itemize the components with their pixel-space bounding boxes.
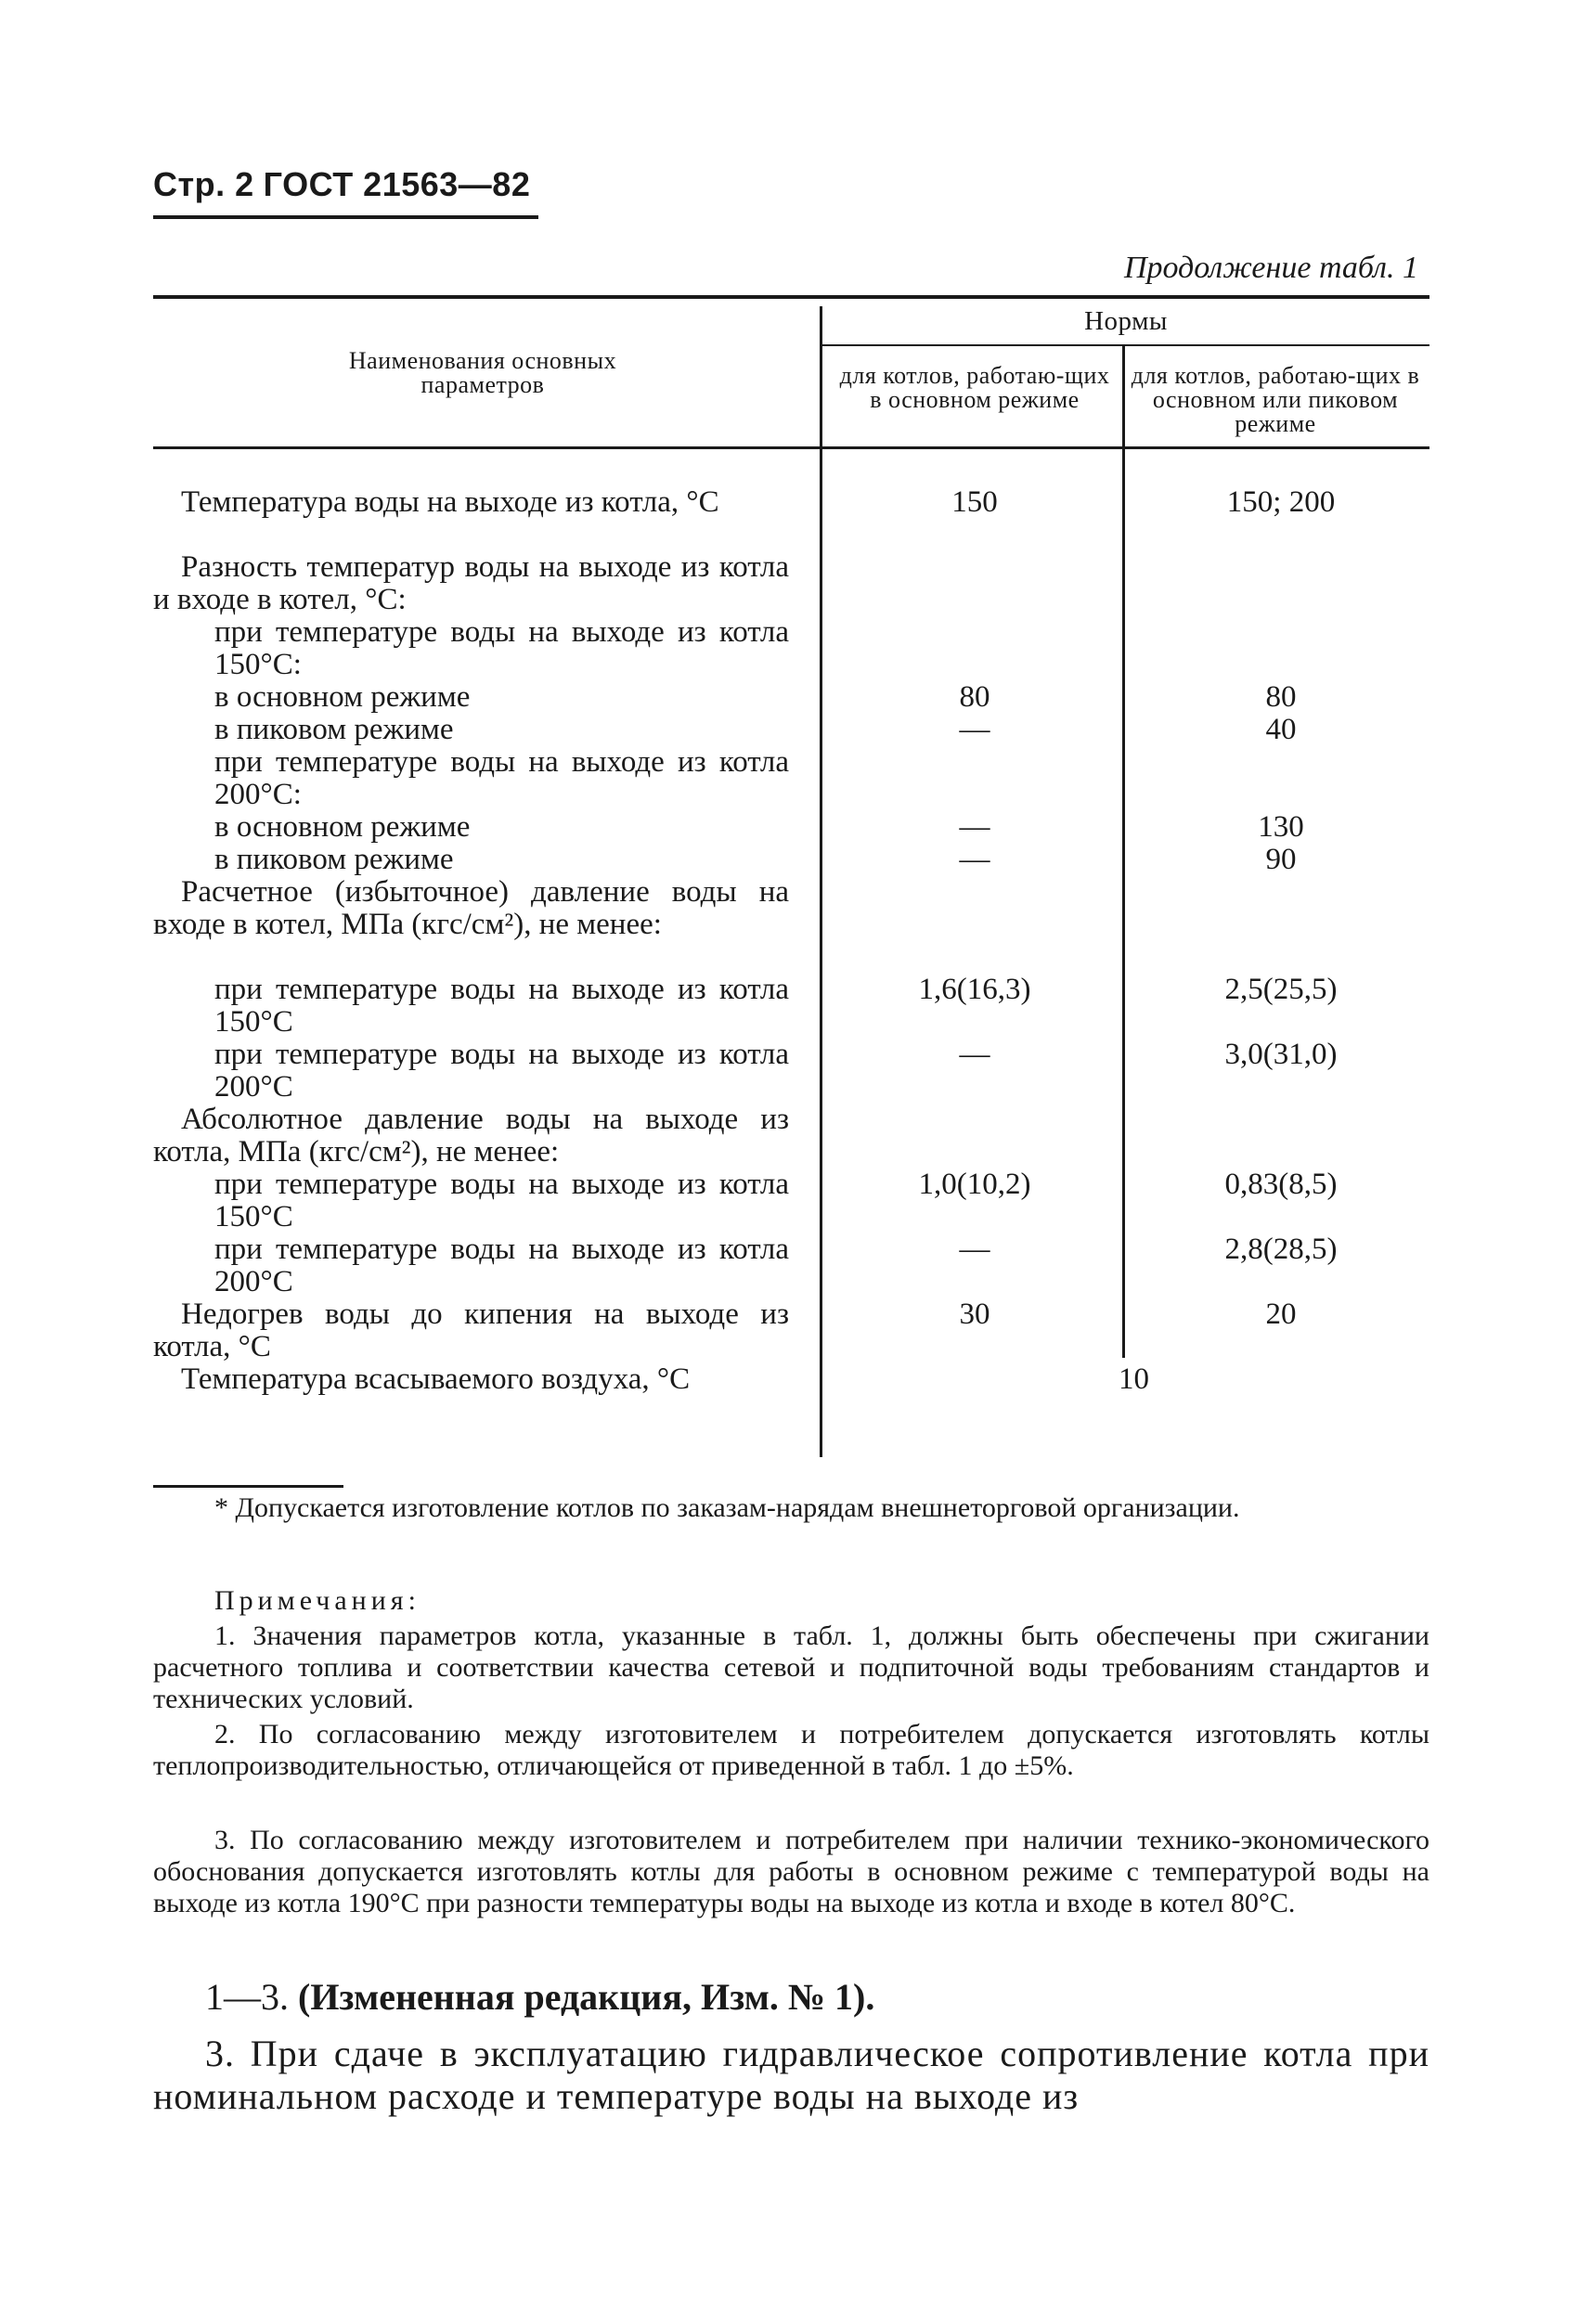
peak-mode-value: 3,0(31,0) (1224, 1038, 1338, 1071)
peak-mode-value: 40 (1265, 713, 1297, 746)
table-row (153, 616, 1434, 681)
peak-mode-column-header: для котлов, работаю-щих в основном или пиковом режиме (1131, 362, 1420, 437)
amendment-note (205, 1975, 874, 2019)
peak-mode-value: 0,83(8,5) (1224, 1168, 1338, 1201)
base-mode-value: — (959, 713, 990, 746)
table-row (153, 1039, 1434, 1104)
table-row (153, 1363, 1434, 1428)
standard-number: ГОСТ 21563—82 (263, 165, 531, 203)
param-name: при температуре воды на выходе из котла 200°C: (214, 745, 789, 811)
base-mode-value: 1,6(16,3) (918, 973, 1031, 1006)
footnote: * Допускается изготовление котлов по заказам-нарядам внешнеторговой организации. (214, 1492, 1240, 1523)
param-column-header: Наименования основных параметров (348, 347, 617, 398)
body-paragraph: 3. При сдаче в эксплуатацию гидравлическое сопротивление котла при номинальном расходе и температуре воды на выходе из (153, 2033, 1429, 2117)
param-name: в пиковом режиме (214, 843, 454, 876)
header-bottom-rule (153, 446, 1429, 449)
param-name: в основном режиме (214, 680, 471, 714)
peak-mode-value: 150; 200 (1226, 485, 1336, 519)
param-name: Температура воды на выходе из котла, °C (181, 485, 719, 519)
peak-mode-value: 2,8(28,5) (1224, 1233, 1338, 1266)
base-mode-value: 80 (959, 680, 990, 714)
norms-column-header: Нормы (1084, 306, 1168, 336)
table-row (153, 974, 1434, 1039)
peak-mode-value: 130 (1258, 810, 1304, 844)
param-name: Абсолютное давление воды на выходе из котла, МПа (кгс/см²), не менее: (153, 1103, 789, 1168)
base-mode-value: 30 (959, 1298, 990, 1331)
param-name: Разность температур воды на выходе из котла и входе в котел, °C: (153, 550, 789, 616)
table-row (153, 1233, 1434, 1298)
base-mode-column-header: для котлов, работаю-щих в основном режиме (839, 362, 1110, 413)
header-rule (153, 215, 538, 219)
param-name: при температуре воды на выходе из котла 200°C (214, 1233, 789, 1298)
table-row (153, 876, 1434, 941)
table-row (153, 1168, 1434, 1233)
peak-mode-value: 2,5(25,5) (1224, 973, 1338, 1006)
footnote-rule (153, 1485, 343, 1488)
table-row (153, 746, 1434, 811)
notes-title: Примечания: (214, 1585, 420, 1616)
param-name: при температуре воды на выходе из котла 150°C (214, 1168, 789, 1233)
note-item: 2. По согласованию между изготовителем и потребителем допускается изготовлять котлы теплопроизводительностью, отличающейся от приведенной в табл. 1 до ±5%. (153, 1719, 1429, 1781)
base-mode-value: 1,0(10,2) (918, 1168, 1031, 1201)
base-mode-value: 150 (951, 485, 998, 519)
param-name: при температуре воды на выходе из котла 200°C (214, 1038, 789, 1104)
param-name: при температуре воды на выходе из котла 150°C (214, 973, 789, 1039)
param-name: Температура всасываемого воздуха, °C (181, 1362, 691, 1396)
amendment-text: (Измененная редакция, Изм. № 1). (298, 1976, 875, 2018)
note-item: 1. Значения параметров котла, указанные в табл. 1, должны быть обеспечены при сжигании расчетного топлива и соответствии качества сетевой и подпиточной воды требованиям стандартов и технических условий. (153, 1620, 1429, 1714)
table-row (153, 486, 1434, 551)
base-mode-value: — (959, 843, 990, 876)
amendment-range: 1—3. (205, 1976, 289, 2018)
param-name: Недогрев воды до кипения на выходе из котла, °C (153, 1298, 789, 1363)
table-row (153, 1298, 1434, 1363)
norms-divider-rule (821, 344, 1429, 346)
page-header (153, 165, 530, 204)
base-mode-value: — (959, 1038, 990, 1071)
table-row (153, 551, 1434, 616)
param-name: в пиковом режиме (214, 713, 454, 746)
merged-norm-value: 10 (1119, 1362, 1149, 1396)
param-name: при температуре воды на выходе из котла 150°C: (214, 615, 789, 681)
peak-mode-value: 20 (1265, 1298, 1297, 1331)
param-name: в основном режиме (214, 810, 471, 844)
table-caption: Продолжение табл. 1 (1123, 251, 1418, 285)
base-mode-value: — (959, 1233, 990, 1266)
base-mode-value: — (959, 810, 990, 844)
peak-mode-value: 80 (1265, 680, 1297, 714)
table-row (153, 1104, 1434, 1168)
peak-mode-value: 90 (1265, 843, 1297, 876)
table-top-rule (153, 295, 1429, 299)
param-name: Расчетное (избыточное) давление воды на входе в котел, МПа (кгс/см²), не менее: (153, 875, 789, 941)
note-item: 3. По согласованию между изготовителем и потребителем при наличии технико-экономического обоснования допускается изготовлять котлы для работы в основном режиме с температурой воды на выходе из котла 190°C при разности температуры воды на выходе из котла и входе в котел 80°C. (153, 1825, 1429, 1918)
page-label: Стр. 2 (153, 165, 254, 203)
